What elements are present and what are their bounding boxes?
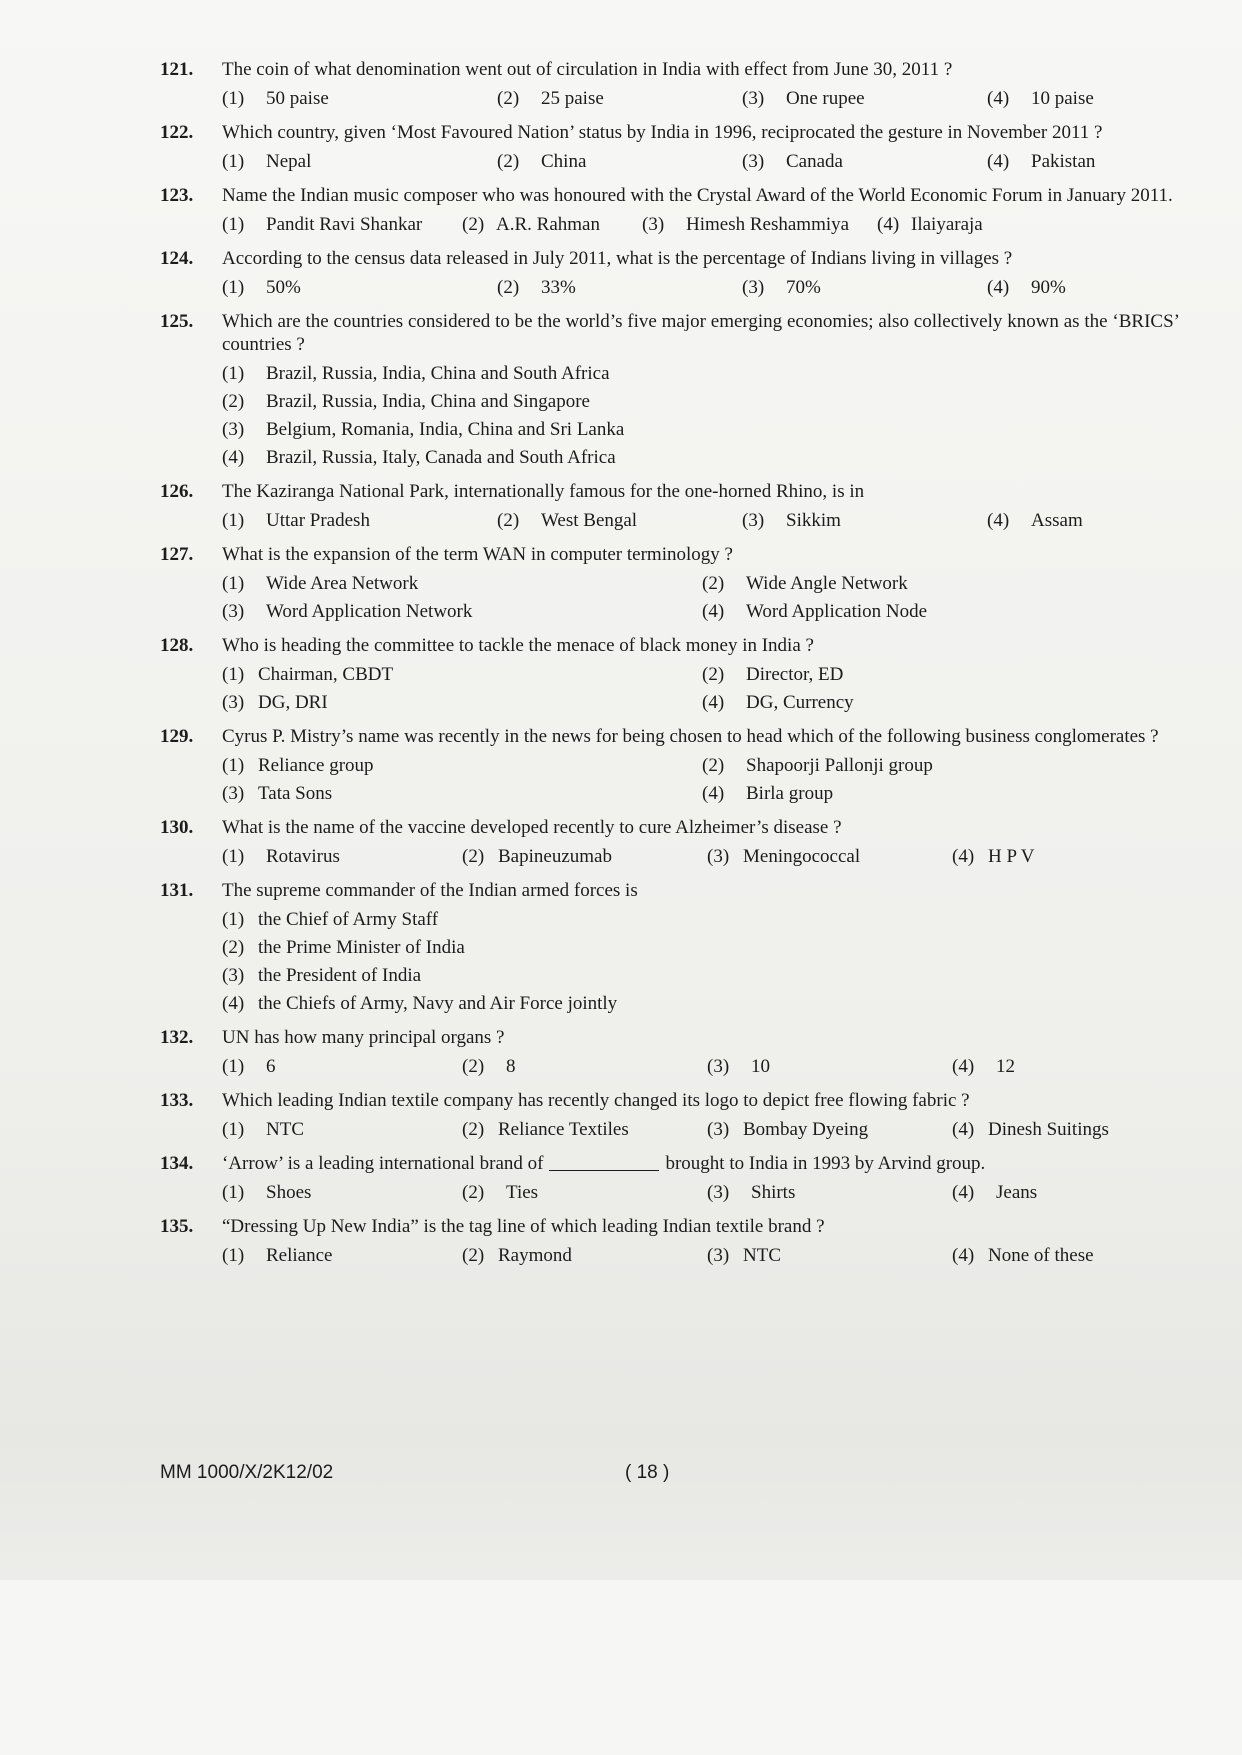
question-number: 124.	[160, 248, 194, 269]
option-3: (3) DG, DRI	[222, 692, 328, 713]
question-128	[160, 634, 1180, 717]
question-number: 125.	[160, 311, 194, 332]
question-134	[160, 1152, 1180, 1207]
question-number: 130.	[160, 817, 194, 838]
option-4: (4) 10 paise	[987, 88, 1094, 109]
question-number: 123.	[160, 185, 194, 206]
option-1: (1) NTC	[222, 1119, 304, 1140]
question-number: 128.	[160, 635, 194, 656]
question-text: The Kaziranga National Park, internationally famous for the one-horned Rhino, is in	[222, 481, 865, 502]
scan-margin	[0, 1580, 1242, 1755]
question-text: What is the name of the vaccine developed recently to cure Alzheimer’s disease ?	[222, 817, 842, 838]
question-text: Which country, given ‘Most Favoured Nation’ status by India in 1996, reciprocated the gesture in November 2011 ?	[222, 122, 1103, 143]
option-3: (3) Tata Sons	[222, 783, 333, 804]
option-3: (3) 10	[707, 1056, 770, 1077]
option-2: (2) Raymond	[462, 1245, 572, 1266]
question-number: 122.	[160, 122, 194, 143]
option-4: (4) Word Application Node	[702, 601, 928, 622]
question-123	[160, 184, 1180, 239]
option-2: (2) 33%	[497, 277, 576, 298]
question-130	[160, 816, 1180, 871]
option-4: (4) Jeans	[952, 1182, 1038, 1203]
option-3: (3) Canada	[742, 151, 843, 172]
option-1: (1) Pandit Ravi Shankar	[222, 214, 423, 235]
option-4: (4) the Chiefs of Army, Navy and Air Force jointly	[222, 993, 618, 1014]
page-number: ( 18 )	[625, 1462, 670, 1483]
question-text: Which are the countries considered to be the world’s five major emerging economies; also collectively known as the ‘BRICS’ countries ?	[222, 311, 1180, 355]
question-text: UN has how many principal organs ?	[222, 1027, 505, 1048]
question-text: Name the Indian music composer who was honoured with the Crystal Award of the World Economic Forum in January 2011.	[222, 185, 1173, 206]
question-text: Cyrus P. Mistry’s name was recently in the news for being chosen to head which of the following business conglomerates ?	[222, 726, 1159, 747]
question-127	[160, 543, 1180, 626]
question-text: Who is heading the committee to tackle the menace of black money in India ?	[222, 635, 814, 656]
option-1: (1) Rotavirus	[222, 846, 340, 867]
option-2: (2) Director, ED	[702, 664, 844, 685]
question-135	[160, 1215, 1180, 1270]
question-124	[160, 247, 1180, 302]
option-2: (2) A.R. Rahman	[462, 214, 600, 235]
option-3: (3) One rupee	[742, 88, 865, 109]
question-text: The coin of what denomination went out of circulation in India with effect from June 30, 2011 ?	[222, 59, 953, 80]
question-121	[160, 58, 1180, 113]
option-3: (3) Word Application Network	[222, 601, 473, 622]
question-text: The supreme commander of the Indian armed forces is	[222, 880, 638, 901]
question-text: ‘Arrow’ is a leading international brand of brought to India in 1993 by Arvind group.	[222, 1153, 986, 1174]
option-2: (2) China	[497, 151, 587, 172]
question-number: 132.	[160, 1027, 194, 1048]
option-3: (3) Bombay Dyeing	[707, 1119, 869, 1140]
option-2: (2) the Prime Minister of India	[222, 937, 465, 958]
option-2: (2) West Bengal	[497, 510, 638, 531]
option-2: (2) 8	[462, 1056, 516, 1077]
option-2: (2) Reliance Textiles	[462, 1119, 629, 1140]
option-2: (2) Wide Angle Network	[702, 573, 908, 594]
question-number: 133.	[160, 1090, 194, 1111]
option-1: (1) 50 paise	[222, 88, 329, 109]
option-4: (4) 90%	[987, 277, 1066, 298]
option-3: (3) 70%	[742, 277, 821, 298]
question-125	[160, 310, 1180, 472]
option-1: (1) Brazil, Russia, India, China and South Africa	[222, 363, 610, 384]
option-2: (2) 25 paise	[497, 88, 604, 109]
question-126	[160, 480, 1180, 535]
option-1: (1) Shoes	[222, 1182, 312, 1203]
question-text: According to the census data released in July 2011, what is the percentage of Indians living in villages ?	[222, 248, 1013, 269]
option-3: (3) Himesh Reshammiya	[642, 214, 850, 235]
option-2: (2) Ties	[462, 1182, 539, 1203]
option-2: (2) Brazil, Russia, India, China and Singapore	[222, 391, 590, 412]
question-131	[160, 879, 1180, 1018]
question-list	[160, 58, 1180, 1278]
option-4: (4) Dinesh Suitings	[952, 1119, 1109, 1140]
option-2: (2) Bapineuzumab	[462, 846, 612, 867]
option-2: (2) Shapoorji Pallonji group	[702, 755, 933, 776]
option-3: (3) NTC	[707, 1245, 781, 1266]
option-4: (4) DG, Currency	[702, 692, 854, 713]
option-1: (1) Chairman, CBDT	[222, 664, 394, 685]
option-1: (1) the Chief of Army Staff	[222, 909, 439, 930]
option-4: (4) Brazil, Russia, Italy, Canada and South Africa	[222, 447, 616, 468]
option-4: (4) Ilaiyaraja	[877, 214, 983, 235]
question-text: “Dressing Up New India” is the tag line of which leading Indian textile brand ?	[222, 1216, 825, 1237]
question-number: 127.	[160, 544, 194, 565]
question-132	[160, 1026, 1180, 1081]
option-3: (3) Shirts	[707, 1182, 796, 1203]
option-1: (1) Uttar Pradesh	[222, 510, 370, 531]
option-4: (4) 12	[952, 1056, 1015, 1077]
question-number: 126.	[160, 481, 194, 502]
option-1: (1) 50%	[222, 277, 301, 298]
question-number: 131.	[160, 880, 194, 901]
question-129	[160, 725, 1180, 808]
question-text: What is the expansion of the term WAN in computer terminology ?	[222, 544, 733, 565]
fill-in-blank	[549, 1170, 659, 1171]
option-1: (1) Wide Area Network	[222, 573, 419, 594]
option-1: (1) 6	[222, 1056, 276, 1077]
question-133	[160, 1089, 1180, 1144]
option-4: (4) Pakistan	[987, 151, 1096, 172]
question-number: 134.	[160, 1153, 194, 1174]
option-3: (3) Sikkim	[742, 510, 841, 531]
option-4: (4) Assam	[987, 510, 1083, 531]
paper-code: MM 1000/X/2K12/02	[160, 1462, 334, 1483]
question-number: 135.	[160, 1216, 194, 1237]
option-4: (4) H P V	[952, 846, 1035, 867]
option-3: (3) Meningococcal	[707, 846, 861, 867]
option-3: (3) the President of India	[222, 965, 422, 986]
option-1: (1) Nepal	[222, 151, 312, 172]
question-text: Which leading Indian textile company has recently changed its logo to depict free flowing fabric ?	[222, 1090, 970, 1111]
question-number: 121.	[160, 59, 194, 80]
question-number: 129.	[160, 726, 194, 747]
option-1: (1) Reliance	[222, 1245, 333, 1266]
option-4: (4) Birla group	[702, 783, 834, 804]
option-1: (1) Reliance group	[222, 755, 374, 776]
option-4: (4) None of these	[952, 1245, 1094, 1266]
question-122	[160, 121, 1180, 176]
option-3: (3) Belgium, Romania, India, China and Sri Lanka	[222, 419, 625, 440]
